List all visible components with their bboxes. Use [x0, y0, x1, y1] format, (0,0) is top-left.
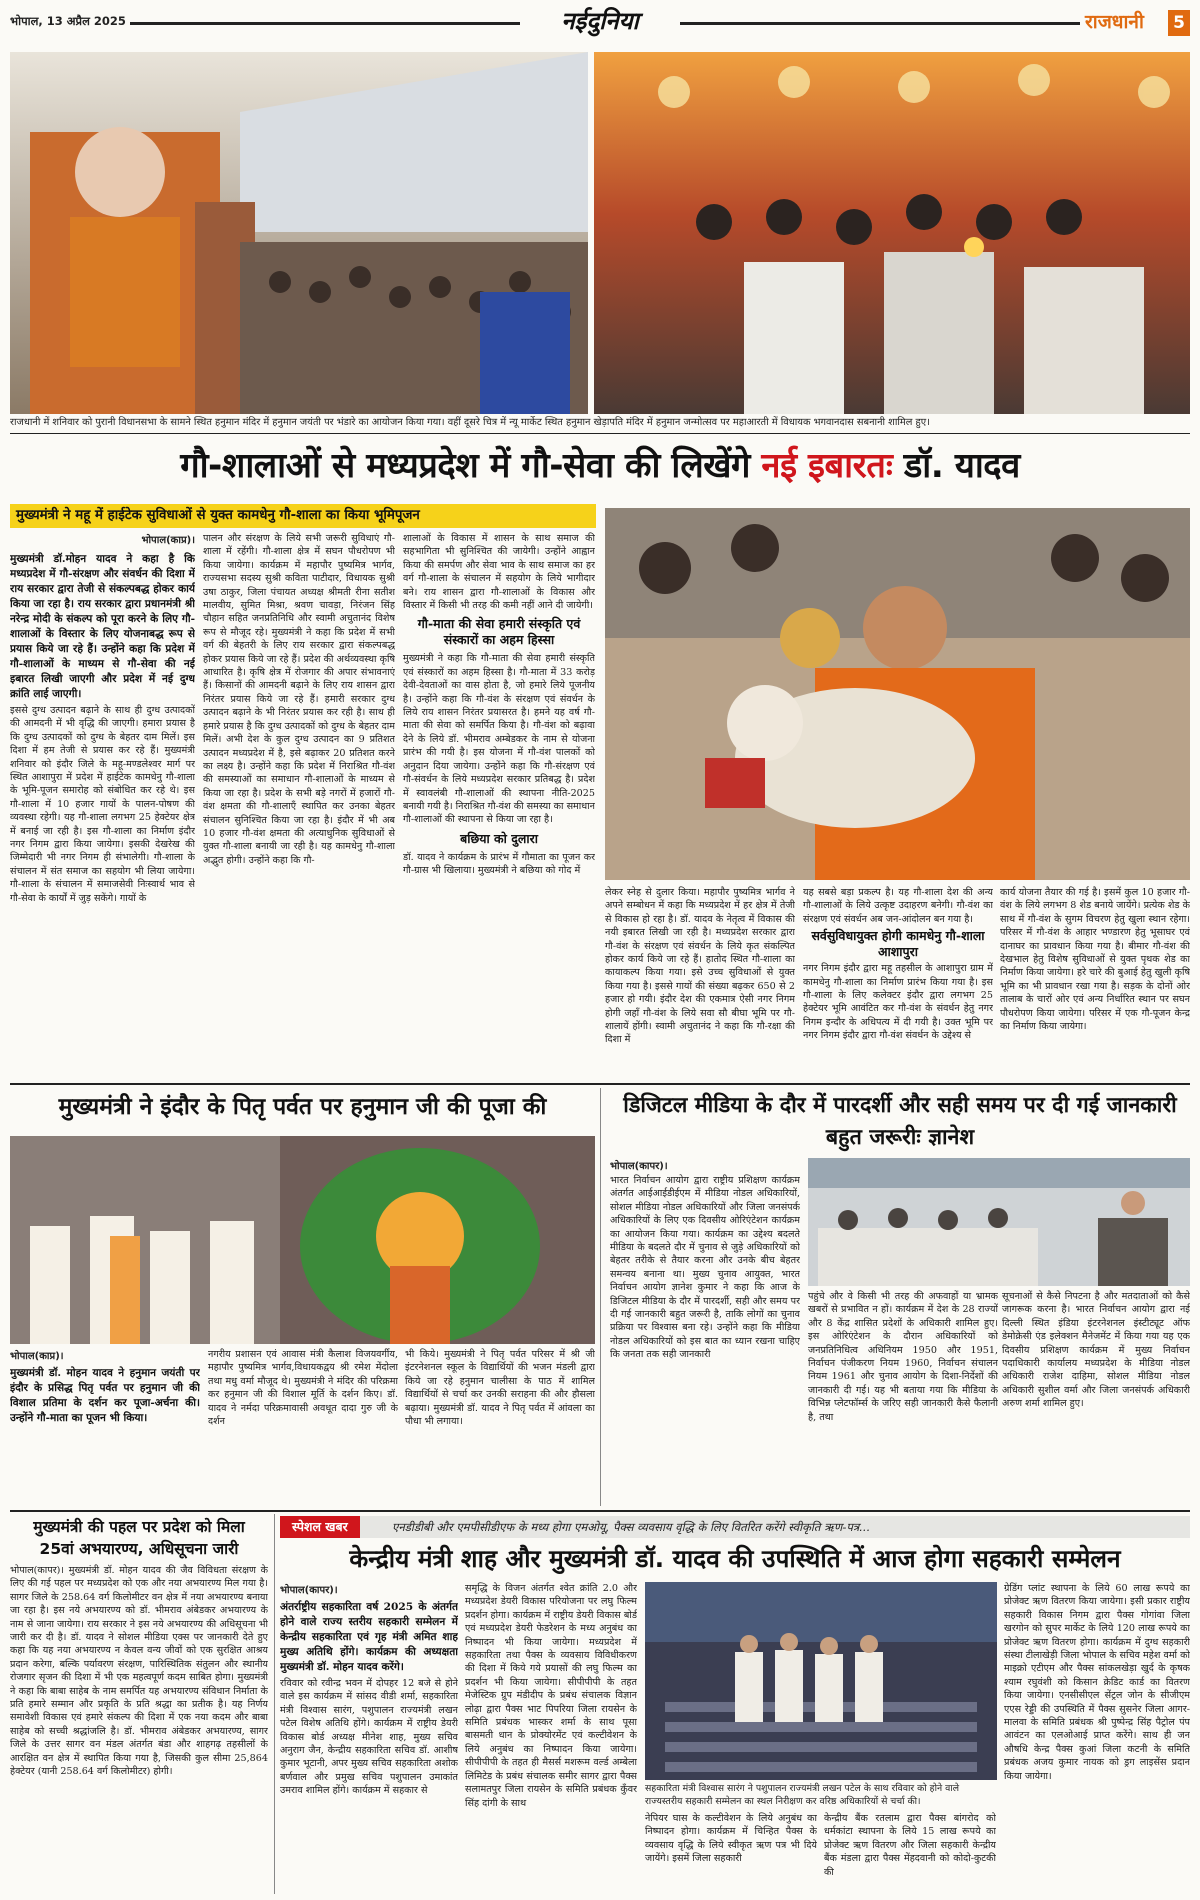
divider	[600, 1088, 601, 1506]
main-headline-highlight: नई इबारतः	[761, 446, 893, 486]
photo-cooperative-inspection	[645, 1582, 997, 1780]
story3-dateline: भोपाल(कापर)।	[610, 1161, 668, 1172]
main-col-1	[10, 532, 195, 1077]
photo-maha-aarti	[594, 52, 1190, 414]
main-col-4	[605, 886, 795, 1077]
story5-col4-text: केन्द्रीय बैंक रतलाम द्वारा पैक्स बांगरोद को धर्मकांटा स्थापना के लिये 15 लाख रूपये का प्रोजेक्ट ऋण वितरण और जिला सहकारी केन्द्रीय बैंक मंडला द्वारा पैक्स मेंहदवानी को कोदो-कुटकी की	[824, 1813, 996, 1878]
divider	[274, 1514, 275, 1894]
story4-headline	[10, 1516, 268, 1560]
page-number-badge	[1168, 10, 1190, 36]
masthead-left-rule	[130, 22, 520, 25]
main-col5-bot-text: नगर निगम इंदौर द्वारा महू तहसील के आशापुरा ग्राम में कामधेनु गौ-शाला का निर्माण प्रारंभ किया गया है। इस गौ-शाला के लिए कलेक्टर इंदौर द्वारा लगभग 25 हेक्टेयर भूमि आवंटित कर गौ-वंश के संवर्धन हेतु नगर निगम इन्दौर के अधिपत्य में दी गयी है। उक्त भूमि पर नगर निगम इंदौर द्वारा गौ-वंश संवर्धन के उद्देश्य से	[803, 963, 993, 1042]
main-col-3	[403, 532, 595, 1077]
masthead-section: राजधानी	[1085, 11, 1144, 33]
story5-kicker: एनडीडीबी और एमपीसीडीएफ के मध्य होगा एमओयू, पैक्स व्यवसाय वृद्धि के लिए वितरित करेंगे स्वीकृति ऋण-पत्र...	[392, 1520, 871, 1534]
main-dateline: भोपाल(काप्र)।	[141, 535, 195, 546]
story2-col-1	[10, 1348, 200, 1506]
main-subhead-1: गौ-माता की सेवा हमारी संस्कृति एवं संस्कारों का अहम हिस्सा	[417, 616, 581, 648]
story3-col-3	[1002, 1290, 1190, 1506]
story2-col-2	[208, 1348, 398, 1506]
main-col-5	[803, 886, 993, 1077]
main-headline-part-a: गौ-शालाओं से मध्यप्रदेश में गौ-सेवा की लिखेंगे	[180, 446, 762, 486]
photo-hanuman-bhandara	[10, 52, 588, 414]
photo-cm-with-calf	[605, 508, 1190, 880]
story4-headline-line2: 25वां अभयारण्य, अधिसूचना जारी	[39, 1540, 239, 1558]
main-col4-text: लेकर स्नेह से दुलार किया। महापौर पुष्यमित्र भार्गव ने अपने सम्बोधन में कहा कि मध्यप्रदेश में हर क्षेत्र में तेजी से विकास हो रहा है। डॉ. यादव के नेतृत्व में विकास की नयी इबारत लिखी जा रही है। मध्यप्रदेश सरकार द्वारा गौ-वंश के संरक्षण एवं संवर्धन के लिये कृत संकल्पित होकर कार्य किये जा रहे हैं। हातोद स्थित गौ-शाला का कायाकल्प किया गया। इसे उच्च सुविधाओं से युक्त किया गया है। इससे गायों की संख्या बढ़कर 650 से 2 हजार हो गयी। इंदौर देश की एकमात्र ऐसी नगर निगम होगी जहाँ गौ-वंश के लिये सवा सौ बीघा भूमि पर गौ-शालायें होंगी। स्वामी अचुतानंद ने कहा कि गौ-रक्षा की दिशा में	[605, 887, 795, 1046]
main-col6-text: कार्य योजना तैयार की गई है। इसमें कुल 10 हजार गौ-वंश के लिये लगभग 8 शेड बनाये जायेंगे। प्रत्येक शेड के साथ में गौ-वंश के सुगम विचरण हेतु खुला स्थान रहेगा। परिसर में गौ-वंश के आहार भण्डारण हेतु भूसाघर एवं दानाघर का प्रावधान किया गया है। बीमार गौ-वंश की देखभाल हेतु विशेष सुविधाओं से युक्त पृथक शेड का निर्माण किया जायेगा। हरे चारे की बुआई हेतु खुली कृषि भूमि का भी प्रावधान रखा गया है। सड़क के दोनों ओर तालाब के चारों ओर एवं अन्य निर्धारित स्थान पर सघन पौधरोपण किया जायेगा। परिसर में एक गौ-पूजन केन्द्र का निर्माण किया जायेगा।	[1000, 887, 1190, 1033]
main-headline	[10, 442, 1190, 490]
story3-col3-text: सूचनाओं से कैसे निपटना है और मतदाताओं को कैसे जागरूक करना है। भारत निर्वाचन आयोग द्वारा नई दिल्ली स्थित इंडिया इंटरनेशनल इंस्टीट्यूट ऑफ डेमोक्रेसी एंड इलेक्शन मैनेजमेंट में किया गया यह एक दिवसीय प्रशिक्षण कार्यक्रम में मुख्य निर्वाचन पदाधिकारी कार्यालय मध्यप्रदेश के मीडिया नोडल अधिकारी राजेश दाहिमा, सोशल मीडिया नोडल अधिकारी सुशील वर्मा और जिला जनसंपर्क अधिकारी अरुण शर्मा शामिल हुए।	[1002, 1291, 1190, 1410]
story5-photo-caption: सहकारिता मंत्री विश्वास सारंग ने पशुपालन राज्यमंत्री लखन पटेल के साथ रविवार को होने वाले राज्यस्तरीय सहकारी सम्मेलन का स्थल निरीक्षण कर वरिष्ठ अधिकारियों से चर्चा की।	[645, 1783, 960, 1807]
page-number: 5	[1173, 13, 1185, 33]
story2-headline: मुख्यमंत्री ने इंदौर के पितृ पर्वत पर हनुमान जी की पूजा की	[58, 1094, 547, 1120]
story4-body	[10, 1564, 268, 1894]
story5-tag: स्पेशल खबर	[280, 1516, 360, 1538]
divider	[10, 1510, 1190, 1512]
divider	[10, 1083, 1190, 1085]
main-subhead-3: सर्वसुविधायुक्त होगी कामधेनु गौ-शाला आशापुरा	[811, 928, 985, 960]
story2-col3-text: भी किये। मुख्यमंत्री ने पितृ पर्वत परिसर में श्री जी इंटरनेशनल स्कूल के विद्यार्थियों की भजन मंडली द्वारा किये जा रहे हनुमान चालीसा के पाठ में शामिल विद्यार्थियों से चर्चा कर उनकी सराहना की और हौसला बढ़ाया। मुख्यमंत्री डॉ. यादव ने पितृ पर्वत में आंवला का पौधा भी लगाया।	[405, 1349, 595, 1428]
story3-col-2	[808, 1290, 998, 1506]
masthead-paper-name: नईदुनिया	[561, 7, 639, 35]
main-subhead-2: बछिया को दुलारा	[460, 830, 538, 846]
story5-col-2	[465, 1582, 637, 1894]
main-col3-bot-text: डॉ. यादव ने कार्यक्रम के प्रारंभ में गौमाता का पूजन कर गौ-ग्रास भी खिलाया। मुख्यमंत्री ने बछिया को गोद में	[403, 851, 595, 877]
story5-col2-text: समृद्धि के विजन अंतर्गत श्वेत क्रांति 2.0 और मध्यप्रदेश डेयरी विकास परियोजना पर लघु फिल्म प्रदर्शन होगा। कार्यक्रम में राष्ट्रीय डेयरी विकास बोर्ड एवं मध्यप्रदेश डेयरी फेडरेशन के मध्य अनुबंध का निष्पादन भी किया जायेगा। मध्यप्रदेश में सहकारिता तथा पैक्स के व्यवसाय विविधीकरण की दिशा में किये गये प्रयासों की लघु फिल्म का प्रदर्शन भी किया जायेगा। सीपीपीपी के तहत मेजेस्टिक ग्रुप मंडीदीप के प्रबंध संचालक विज्ञान लोढ़ा द्वारा पैक्स भाट पिपरिया जिला रायसेन के समिति प्रबंधक भास्कर शर्मा के साथ पूसा बासमती धान के प्रोक्योरमेंट एवं कल्टीवेशन के लिये अनुबंध का निष्पादन किया जायेगा। सीपीपीपी के तहत ही मैसर्स मशरूम वर्ल्ड अम्बेला लिमिटेड के प्रबंध संचालक समीर सागर द्वारा पैक्स सलामतपुर जिला रायसेन के समिति प्रबंधक कुँवर सिंह दांगी के साथ	[465, 1583, 637, 1809]
masthead	[0, 0, 1200, 48]
story5-col-3	[645, 1812, 817, 1894]
story3-col-1	[610, 1158, 800, 1506]
story2-col-3	[405, 1348, 595, 1506]
story3-col2-text: पहुंचे और वे किसी भी तरह की अफवाहों या भ्रामक खबरों से प्रभावित न हों। कार्यक्रम में देश के 28 राज्यों और 8 केंद्र शासित प्रदेशों के अधिकारी शामिल हुए। इस ओरिएंटेशन के दौरान अधिकारियों को जनप्रतिनिधित्व अधिनियम 1950 और 1951, निर्वाचन पंजीकरण नियम 1960, निर्वाचन संचालन नियम 1961 और चुनाव आयोग के दिशा-निर्देशों की जानकारी दी गई। यह भी बताया गया कि मीडिया के विभिन्न प्लेटफॉर्म्स के जरिए सही जानकारी कैसे फैलानी है, तथा	[808, 1291, 998, 1423]
main-lead: मुख्यमंत्री डॉ.मोहन यादव ने कहा है कि मध्यप्रदेश में गौ-संरक्षण और संवर्धन की दिशा में राय सरकार द्वारा तेजी से संकल्पबद्ध होकर कार्य किया जा रहा है। राय सरकार द्वारा प्रधानमंत्री श्री नरेन्द्र मोदी के संकल्प को पूरा करने के लिए गौ-शालाओं के विस्तार के लिए योजनाबद्ध रूप से प्रयास किये जा रहे हैं। उन्होंने कहा कि प्रदेश में गौ-शालाओं के माध्यम से गौ-सेवा की नई इबारत लिखी जाएगी और प्रदेश में नई दुग्ध क्रांति लाई जाएगी।	[10, 553, 195, 700]
main-col5-top-text: यह सबसे बड़ा प्रकल्प है। यह गौ-शाला देश की अन्य गौ-शालाओं के लिये उत्कृष्ट उदाहरण बनेगी। गौ-वंश का संरक्षण एवं संवर्धन अब जन-आंदोलन बन गया है।	[803, 887, 993, 925]
photo-eci-orientation	[808, 1158, 1190, 1286]
story5-col-1	[280, 1582, 458, 1894]
main-strap-text: मुख्यमंत्री ने महू में हाईटेक सुविधाओं से युक्त कामधेनु गौ-शाला का किया भूमिपूजन	[16, 508, 420, 523]
story5-col1-text: रविवार को रवीन्द्र भवन में दोपहर 12 बजे से होने वाले इस कार्यक्रम में सांसद वीडी शर्मा, सहकारिता मंत्री विश्वास सारंग, पशुपालन राज्यमंत्री लखन पटेल विशेष अतिथि होंगे। कार्यक्रम में राष्ट्रीय डेयरी विकास बोर्ड अध्यक्ष मीनेश शाह, मुख्य सचिव अनुराग जैन, केन्द्रीय सहकारिता सचिव डॉ. आशीष कुमार भूटानी, अपर मुख्य सचिव सहकारिता अशोक बर्णवाल और प्रमुख सचिव पशुपालन उमाकांत उमराव शामिल होंगे। कार्यक्रम में सहकार से	[280, 1678, 458, 1797]
story5-col-5	[1004, 1582, 1190, 1894]
story2-lead: मुख्यमंत्री डॉ. मोहन यादव ने हनुमान जयंती पर इंदौर के प्रसिद्ध पितृ पर्वत पर हनुमान जी की विशाल प्रतिमा के दर्शन कर पूजा-अर्चना की। उन्होंने गौ-माता का पूजन भी किया।	[10, 1367, 200, 1424]
main-col2-text: पालन और संरक्षण के लिये सभी जरूरी सुविधाएं गौ-शाला में रहेंगी। गौ-शाला क्षेत्र में सघन पौधरोपण भी किया जायेगा। कार्यक्रम में महापौर पुष्यमित्र भार्गव, राज्यसभा सदस्य सुश्री कविता पाटीदार, विधायक सुश्री उषा ठाकुर, जिला पंचायत अध्यक्ष श्रीमती रीना सतीश मालवीय, सुमित मिश्रा, श्रवण चावड़ा, निरंजन सिंह चौहान सहित जनप्रतिनिधि और स्वामी अचुतानंद विशेष रूप से मौजूद रहे। मुख्यमंत्री ने कहा कि प्रदेश में सभी वर्ग की बेहतरी के लिए राय सरकार द्वारा संकल्पबद्ध होकर प्रयास किये जा रहे हैं। प्रदेश की अर्थव्यवस्था कृषि आधारित है। कृषि क्षेत्र में रोजगार की अपार संभावनाएं हैं। किसानों की आमदनी बढ़ाने के लिए राय शासन द्वारा निरंतर प्रयास किये जा रहे हैं। हमारी सरकार दुग्ध उत्पादन बढ़ाने के भी निरंतर प्रयास कर रही है। साथ ही हमारे प्रयास है कि दुग्ध उत्पादकों को दुग्ध के बेहतर दाम मिलें। अभी देश के कुल दुग्ध उत्पादन का 9 प्रतिशत उत्पादन मध्यप्रदेश में है, इसे बढ़ाकर 20 प्रतिशत करने का लक्ष्य है। उन्होंने कहा कि प्रदेश में निराश्रित गौ-वंश की समस्याओं का समाधान गौ-शालाओं के माध्यम से किया जा रहा है। प्रदेश के सभी बड़े नगरों में हजारों गौ-वंश क्षमता की गौ-शालाएँ स्थापित कर उनका बेहतर संचालन सुनिश्चित किया जा रहा है। इंदौर में भी अब 10 हजार गौ-वंश क्षमता की अत्याधुनिक सुविधाओं से युक्त गौ-शाला बनायी जा रही है। यह कामधेनु गौ-शाला अद्भुत होगी। उन्होंने कहा कि गौ-	[203, 533, 395, 866]
masthead-date: भोपाल, 13 अप्रैल 2025	[10, 14, 126, 28]
story2-col2-text: नगरीय प्रशासन एवं आवास मंत्री कैलाश विजयवर्गीय, महापौर पुष्यमित्र भार्गव,विधायकद्वय श्री रमेश मेंदोला तथा मधु वर्मा मौजूद थे। मुख्यमंत्री ने मंदिर की परिक्रमा कर हनुमान जी की विशाल मूर्ति के दर्शन किए। डॉ. यादव ने नर्मदा परिक्रमावासी अवधूत दादा गुरु जी के दर्शन	[208, 1349, 398, 1428]
main-col3-top-text: शालाओं के विकास में शासन के साथ समाज की सहभागिता भी सुनिश्चित की जायेगी। उन्होंने आह्वान किया की समर्पण और सेवा भाव के साथ समाज का हर वर्ग गौ-शाला के संचालन में सहयोग के लिये भागीदार बने। राय शासन द्वारा गौ-शालाओं के विकास और विस्तार में किसी भी तरह की कमी नहीं आने दी जायेगी।	[403, 533, 595, 612]
photo-hanuman-puja	[10, 1136, 595, 1344]
story5-col-4	[824, 1812, 996, 1894]
story5-dateline: भोपाल(कापर)।	[280, 1585, 338, 1596]
story4-headline-line1: मुख्यमंत्री की पहल पर प्रदेश को मिला	[33, 1518, 245, 1536]
main-col-6	[1000, 886, 1190, 1077]
main-col-2	[203, 532, 395, 1077]
main-col3-mid-text: मुख्यमंत्री ने कहा कि गौ-माता की सेवा हमारी संस्कृति एवं संस्कारों का अहम हिस्सा है। गौ-माता में 33 करोड़ देवी-देवताओं का वास होता है, जो हमारे लिये पूजनीय है। उन्होंने कहा कि गौ-वंश के संरक्षण एवं संवर्धन के लिये राय शासन निरंतर प्रयासरत है। हमने यह वर्ष गौ-माता की सेवा को समर्पित किया है। गौ-वंश को बढ़ावा देने के लिये डॉ. भीमराव अम्बेडकर के नाम से योजना प्रारंभ की गयी है। इस योजना में गौ-वंश पालकों को अनुदान दिया जायेगा। उन्होंने कहा कि गौ-संरक्षण एवं गौ-संवर्धन के लिये मध्यप्रदेश सरकार प्रतिबद्ध है। प्रदेश में स्वावलंबी गौ-शालाओं की स्थापना नीति-2025 बनायी गयी है। निराश्रित गौ-वंश की समस्या का समाधान गौ-शालाओं की स्थापना से किया जा रहा है।	[403, 653, 595, 826]
divider	[10, 433, 1190, 434]
main-headline-part-c: डॉ. यादव	[892, 446, 1020, 486]
masthead-right-rule	[680, 22, 1080, 25]
main-strap	[10, 504, 596, 528]
story5-lead: अंतर्राष्ट्रीय सहकारिता वर्ष 2025 के अंतर्गत होने वाले राज्य स्तरीय सहकारी सम्मेलन में केन्द्रीय सहकारिता एवं गृह मंत्री अमित शाह मुख्य अतिथि होंगे। कार्यक्रम की अध्यक्षता मुख्यमंत्री डॉ. मोहन यादव करेंगे।	[280, 1601, 458, 1673]
story2-dateline: भोपाल(काप्र)।	[10, 1351, 64, 1362]
story5-col3-text: नेपियर घास के कल्टीवेशन के लिये अनुबंध का निष्पादन होगा। कार्यक्रम में चिन्हित पैक्स के व्यवसाय वृद्धि के लिये स्वीकृत ऋण पत्र भी दिये जायेंगे। इसमें जिला सहकारी	[645, 1813, 817, 1865]
main-col1-text: इससे दुग्ध उत्पादन बढ़ाने के साथ ही दुग्ध उत्पादकों की आमदनी में भी वृद्धि की जाएगी। हमारा प्रयास है कि दुग्ध उत्पादकों को दुग्ध के बेहतर दाम मिलें। इस दिशा में हम तेजी से प्रयास कर रहे हैं। मुख्यमंत्री शनिवार को इंदौर जिले के महू-मण्डलेश्वर मार्ग पर स्थित आशापुरा में प्रदेश में हाईटेक कामधेनु गौ-शाला के भूमि-पूजन समारोह को संबोधित कर रहे थे। इस गौ-शाला में 10 हजार गायों के पालन-पोषण की व्यवस्था रहेगी। यह गौ-शाला लगभग 25 हेक्टेयर क्षेत्र में बनाई जा रही है। इस गौ-शाला का निर्माण इंदौर नगर निगम द्वारा किया जायेगा। इसकी देखरेख की जिम्मेदारी भी नगर निगम ही संभालेगी। गौ-शाला के संचालन में संत समाज का सहयोग भी लिया जायेगा। गौ-शाला के संचालन में समाजसेवी निःस्वार्थ भाव से गौ-सेवा के कार्यों में जुड़ सकेंगे। गायों के	[10, 705, 195, 904]
story5-col5-text: ग्रेडिंग प्लांट स्थापना के लिये 60 लाख रूपये का प्रोजेक्ट ऋण वितरण किया जायेगा। इसी प्रकार राष्ट्रीय सहकारी विकास निगम द्वारा पैक्स गोगांवा जिला खरगोन को सुपर मार्केट के लिये 120 लाख रूपये का प्रोजेक्ट ऋण वितरण होगा। कार्यक्रम में दुग्ध सहकारी संस्था टीलाखेड़ी जिला भोपाल के सचिव महेश वर्मा को माइक्रो एटीएम और पैक्स सांकलखेड़ा खुर्द के कृषक श्याम रघुवंशी को किसान क्रेडिट कार्ड का वितरण किया जायेगा। एनसीसीएल सेंट्रल जोन के सीजीएम एएस रेड्डी की उपस्थिति में पैक्स सुसनेर जिला आगर-मालवा के समिति प्रबंधक श्री पुष्पेन्द्र सिंह पैट्रोल पंप आवंटन का एलओआई प्राप्त करेंगे। साथ ही जन औषधि केन्द्र पैक्स कुआं जिला कटनी के समिति प्रबंधक अजय कुमार नायक को ड्रग लाइसेंस प्रदान किया जायेगा।	[1004, 1583, 1190, 1782]
story4-body-text: भोपाल(कापर)। मुख्यमंत्री डॉ. मोहन यादव की जैव विविधता संरक्षण के लिए की गई पहल पर मध्यप्रदेश को एक और नया अभयारण्य मिल गया है। सागर जिले के 258.64 वर्ग किलोमीटर वन क्षेत्र में नया अभयारण्य बनाया जा रहा है। इस नये अभयारण्य को डॉ. भीमराव अंबेडकर अभयारण्य के नाम से जाना जायेगा। राय सरकार ने इस नये अभयारण्य की अधिसूचना भी जारी कर दी है। डॉ. यादव ने सोशल मीडिया एक्स पर जानकारी देते हुए कहा कि यह नया अभयारण्य न केवल वन्य जीवों को एक सुरक्षित आश्रय प्रदान करेगा, बल्कि पर्यावरण संरक्षण, पारिस्थितिक संतुलन और स्थानीय रोजगार सृजन की दिशा में भी एक महत्वपूर्ण कदम साबित होगा। मुख्यमंत्री ने कहा कि बाबा साहेब के नाम समर्पित यह अभयारण्य संविधान निर्माता के प्रति हमारे सम्मान और प्रकृति के प्रति श्रद्धा का प्रतीक है। यह निर्णय समावेशी विकास एवं हमारे संकल्प की दिशा में एक नया कदम और बाबा साहेब को सच्ची श्रद्धांजलि है। डॉ. भीमराव अंबेडकर अभयारण्य, सागर जिले के उत्तर सागर वन मंडल अंतर्गत बंडा और शाहगढ़ तहसीलों के आरक्षित वन क्षेत्र में स्थापित किया गया है, जिसकी कुल सीमा 25,864 हेक्टेयर (यानी 258.64 वर्ग किलोमीटर) होगी।	[10, 1565, 268, 1778]
top-photo-caption: राजधानी में शनिवार को पुरानी विधानसभा के सामने स्थित हनुमान मंदिर में हनुमान जयंती पर भंडारे का आयोजन किया गया। वहीं दूसरे चित्र में न्यू मार्केट स्थित हनुमान खेड़ापति मंदिर में हनुमान जन्मोत्सव पर महाआरती में विधायक भगवानदास सबनानी शामिल हुए।	[10, 417, 930, 428]
story3-col1-text: भारत निर्वाचन आयोग द्वारा राष्ट्रीय प्रशिक्षण कार्यक्रम अंतर्गत आईआईडीईएम में मीडिया नोडल अधिकारियों, सोशल मीडिया नोडल अधिकारियों और जिला जनसंपर्क अधिकारियों के लिए एक दिवसीय ओरिएंटेशन कार्यक्रम का आयोजन किया गया। कार्यक्रम का उद्देश्य बदलते मीडिया के बदलते दौर में चुनाव से जुड़े अधिकारियों को बेहतर तरीके से तैयार करना और उनके बीच बेहतर समन्वय बनाना था। मुख्य चुनाव आयुक्त, भारत निर्वाचन आयोग ज्ञानेश कुमार ने कहा कि आज के डिजिटल मीडिया के दौर में पारदर्शी, सही और समय पर दी गई जानकारी बहुत जरूरी है, ताकि लोगों का चुनाव प्रक्रिया पर विश्वास बना रहे। उन्होंने कहा कि मीडिया नोडल अधिकारियों को इस बात का ध्यान रखना चाहिए कि जनता तक सही जानकारी	[610, 1175, 800, 1361]
story5-kicker-bar	[280, 1516, 1190, 1538]
story5-headline: केन्द्रीय मंत्री शाह और मुख्यमंत्री डॉ. यादव की उपस्थिति में आज होगा सहकारी सम्मेलन	[349, 1544, 1121, 1573]
story3-headline: डिजिटल मीडिया के दौर में पारदर्शी और सही समय पर दी गई जानकारी बहुत जरूरीः ज्ञानेश	[623, 1093, 1177, 1150]
